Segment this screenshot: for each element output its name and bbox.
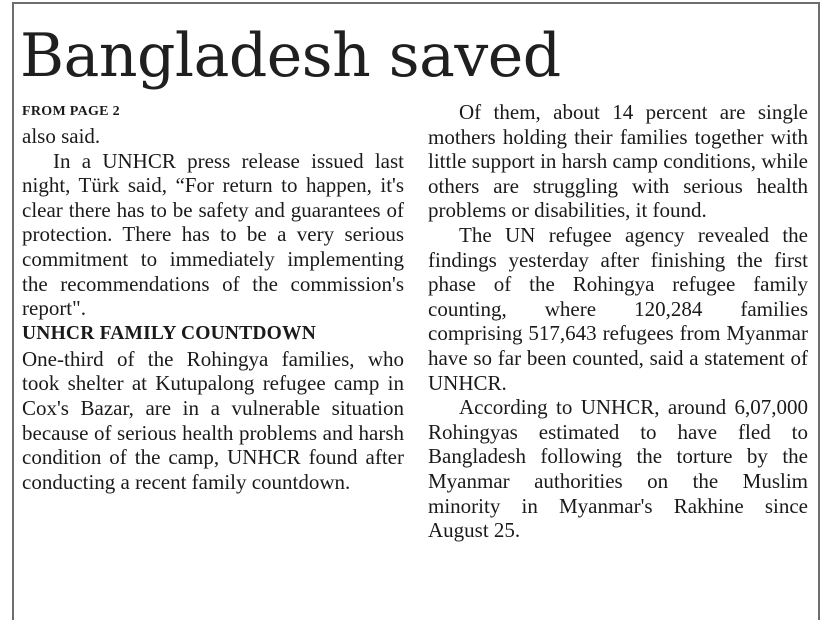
right-border-rule	[818, 2, 820, 620]
headline: Bangladesh saved	[20, 21, 561, 91]
left-column	[22, 100, 404, 494]
paragraph-press-release: In a UNHCR press release issued last night, Türk said, “For return to happen, it's clear there has to be safety and guarantees of protection. There has to be a very serious commitment to immediately implementing the recommendations of the commission's report".	[22, 148, 404, 321]
continued-text: also said.	[22, 124, 101, 148]
paragraph-single-mothers: Of them, about 14 percent are single mothers holding their families together with little support in harsh camp conditions, while others are struggling with serious health problems or disabilities, it found.	[428, 100, 808, 223]
subheading: UNHCR FAMILY COUNTDOWN	[22, 322, 317, 344]
paragraph-rohingya-count: According to UNHCR, around 6,07,000 Rohingyas estimated to have fled to Bangladesh following the torture by the Myanmar authorities on the Muslim minority in Myanmar's Rakhine since August 25.	[428, 395, 808, 543]
jump-line: FROM PAGE 2	[22, 104, 120, 119]
left-border-rule	[12, 2, 14, 620]
top-border-rule	[12, 2, 820, 4]
paragraph-findings: The UN refugee agency revealed the findings yesterday after finishing the first phase of the Rohingya refugee family counting, where 120,284 families comprising 517,643 refugees from Myanmar have so far been counted, said a statement of UNHCR.	[428, 222, 808, 395]
right-column	[428, 100, 808, 543]
paragraph-family-countdown: One-third of the Rohingya families, who took shelter at Kutupalong refugee camp in Cox's Bazar, are in a vulnerable situation because of serious health problems and harsh condition of the camp, UNHCR found after conducting a recent family countdown.	[22, 346, 404, 494]
